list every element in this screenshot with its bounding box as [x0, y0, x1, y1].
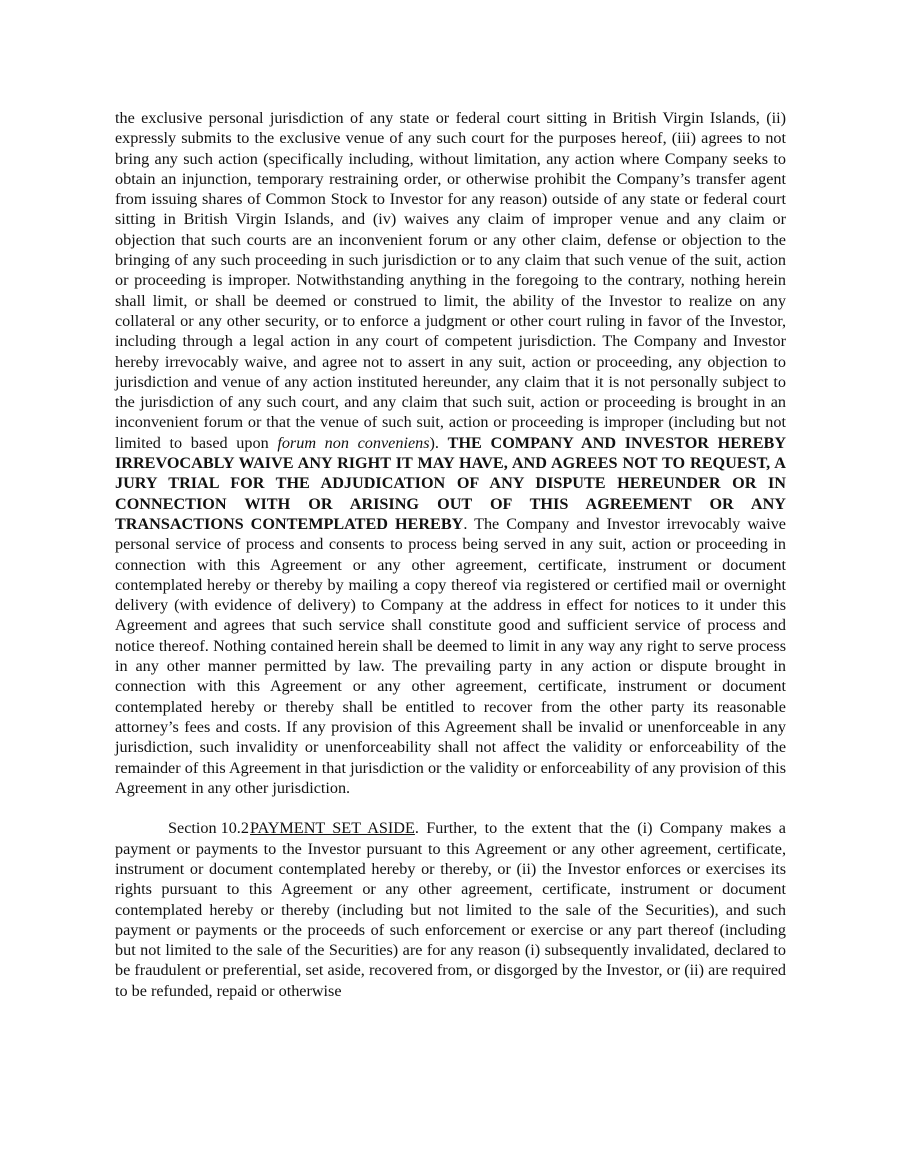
section-10-2-paragraph [115, 818, 786, 1001]
italic-phrase: forum non conveniens [277, 433, 430, 452]
document-page [115, 108, 786, 1001]
section-number: Section 10.2 [168, 819, 249, 838]
paragraph-text-b: ). [429, 433, 448, 452]
paragraph-text-c: . The Company and Investor irrevocably waive personal service of process and consents to process being served in any suit, action or proceeding in connection with this Agreement or any other agreement, certificate, instrument or document contemplated hereby or thereby by mailing a copy thereof via registered or certified mail or overnight delivery (with evidence of delivery) to Company at the address in effect for notices to it under this Agreement and agrees that such service shall constitute good and sufficient service of process and notice thereof. Nothing contained herein shall be deemed to limit in any way any right to serve process in any other manner permitted by law. The prevailing party in any action or dispute brought in connection with this Agreement or any other agreement, certificate, instrument or document contemplated hereby or thereby shall be entitled to recover from the other party its reasonable attorney’s fees and costs. If any provision of this Agreement shall be invalid or unenforceable in any jurisdiction, such invalidity or unenforceability shall not affect the validity or enforceability of the remainder of this Agreement in that jurisdiction or the validity or enforceability of any provision of this Agreement in any other jurisdiction. [115, 514, 786, 797]
jurisdiction-paragraph [115, 108, 786, 798]
section-text: . Further, to the extent that the (i) Company makes a payment or payments to the Investor pursuant to this Agreement or any other agreement, certificate, instrument or document contemplated hereby or thereby, or (ii) the Investor enforces or exercises its rights pursuant to this Agreement or any other agreement, certificate, instrument or document contemplated hereby or thereby (including but not limited to the sale of the Securities), and such payment or payments or the proceeds of such enforcement or exercise or any part thereof (including but not limited to the sale of the Securities) are for any reason (i) subsequently invalidated, declared to be fraudulent or preferential, set aside, recovered from, or disgorged by the Investor, or (ii) are required to be refunded, repaid or otherwise [115, 819, 786, 1000]
jury-waiver-bold-text: THE COMPANY AND INVESTOR HEREBY IRREVOCABLY WAIVE ANY RIGHT IT MAY HAVE, AND AGREES NOT TO REQUEST, A JURY TRIAL FOR THE ADJUDICATION OF ANY DISPUTE HEREUNDER OR IN CONNECTION WITH OR ARISING OUT OF THIS AGREEMENT OR ANY TRANSACTIONS CONTEMPLATED HEREBY [115, 433, 787, 533]
paragraph-text-a: the exclusive personal jurisdiction of any state or federal court sitting in British Virgin Islands, (ii) expressly submits to the exclusive venue of any such court for the purposes hereof, (iii) agrees to not bring any such action (specifically including, without limitation, any action where Company seeks to obtain an injunction, temporary restraining order, or otherwise prohibit the Company’s transfer agent from issuing shares of Common Stock to Investor for any reason) outside of any state or federal court sitting in British Virgin Islands, and (iv) waives any claim of improper venue and any claim or objection that such courts are an inconvenient forum or any other claim, defense or objection to the bringing of any such proceeding in such jurisdiction or to any claim that such venue of the suit, action or proceeding is improper. Notwithstanding anything in the foregoing to the contrary, nothing herein shall limit, or shall be deemed or construed to limit, the ability of the Investor to realize on any collateral or any other security, or to enforce a judgment or other court ruling in favor of the Investor, including through a legal action in any court of competent jurisdiction. The Company and Investor hereby irrevocably waive, and agree not to assert in any suit, action or proceeding, any objection to jurisdiction and venue of any action instituted hereunder, any claim that it is not personally subject to the jurisdiction of any such court, and any claim that such suit, action or proceeding is brought in an inconvenient forum or that the venue of such suit, action or proceeding is improper (including but not limited to based upon [115, 109, 786, 452]
section-title: PAYMENT SET ASIDE [250, 819, 415, 838]
